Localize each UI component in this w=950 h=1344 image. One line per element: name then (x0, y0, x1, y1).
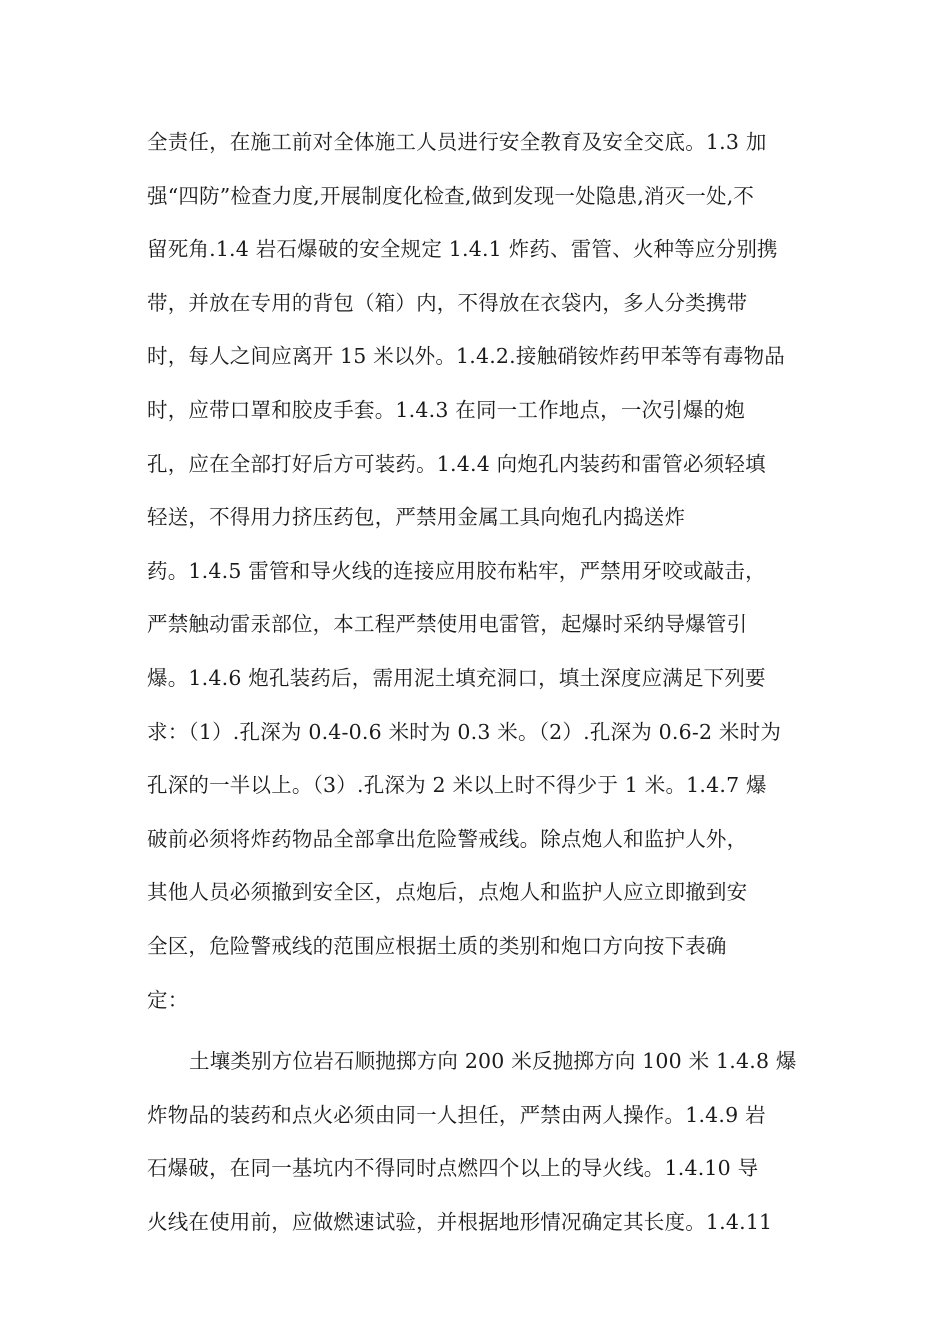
text-line: 强“四防”检查力度,开展制度化检查,做到发现一处隐患,消灭一处,不 (147, 183, 755, 208)
paragraph-1 (147, 116, 817, 1027)
text-line: 孔深的一半以上。（3）.孔深为 2 米以上时不得少于 1 米。1.4.7 爆 (147, 773, 767, 798)
text-line: 石爆破，在同一基坑内不得同时点燃四个以上的导火线。1.4.10 导 (147, 1156, 759, 1181)
paragraph-2 (147, 1035, 817, 1249)
body-text (147, 116, 817, 1249)
text-line: 药。1.4.5 雷管和导火线的连接应用胶布粘牢，严禁用牙咬或敲击， (147, 558, 766, 583)
text-line: 爆。1.4.6 炮孔装药后，需用泥土填充洞口，填土深度应满足下列要 (147, 665, 766, 690)
text-line: 全责任，在施工前对全体施工人员进行安全教育及安全交底。1.3 加 (147, 130, 767, 154)
text-line: 时，应带口罩和胶皮手套。1.4.3 在同一工作地点，一次引爆的炮 (147, 397, 746, 422)
text-line: 带，并放在专用的背包（箱）内，不得放在衣袋内，多人分类携带 (147, 290, 748, 315)
text-line: 炸物品的装药和点火必须由同一人担任，严禁由两人操作。1.4.9 岩 (147, 1102, 766, 1127)
text-line: 严禁触动雷汞部位，本工程严禁使用电雷管，起爆时采纳导爆管引 (147, 612, 748, 637)
text-line: 其他人员必须撤到安全区，点炮后，点炮人和监护人应立即撤到安 (147, 880, 748, 905)
text-line: 火线在使用前，应做燃速试验，并根据地形情况确定其长度。1.4.11 (147, 1209, 773, 1234)
paragraph-spacing (147, 1027, 817, 1035)
text-line: 全区，危险警戒线的范围应根据土质的类别和炮口方向按下表确 (147, 933, 727, 958)
text-line: 定： (147, 987, 189, 1012)
text-line: 破前必须将炸药物品全部拿出危险警戒线。除点炮人和监护人外， (147, 826, 748, 851)
text-line: 孔，应在全部打好后方可装药。1.4.4 向炮孔内装药和雷管必须轻填 (147, 451, 766, 476)
text-line: 轻送，不得用力挤压药包，严禁用金属工具向炮孔内捣送炸 (147, 505, 686, 530)
text-line: 求：（1）.孔深为 0.4-0.6 米时为 0.3 米。（2）.孔深为 0.6-2 米时为 (147, 719, 782, 744)
text-line: 土壤类别方位岩石顺抛掷方向 200 米反抛掷方向 100 米 1.4.8 爆 (189, 1049, 797, 1074)
text-line: 留死角.1.4 岩石爆破的安全规定 1.4.1 炸药、雷管、火种等应分别携 (147, 237, 778, 262)
text-line: 时，每人之间应离开 15 米以外。1.4.2.接触硝铵炸药甲苯等有毒物品 (147, 344, 785, 369)
